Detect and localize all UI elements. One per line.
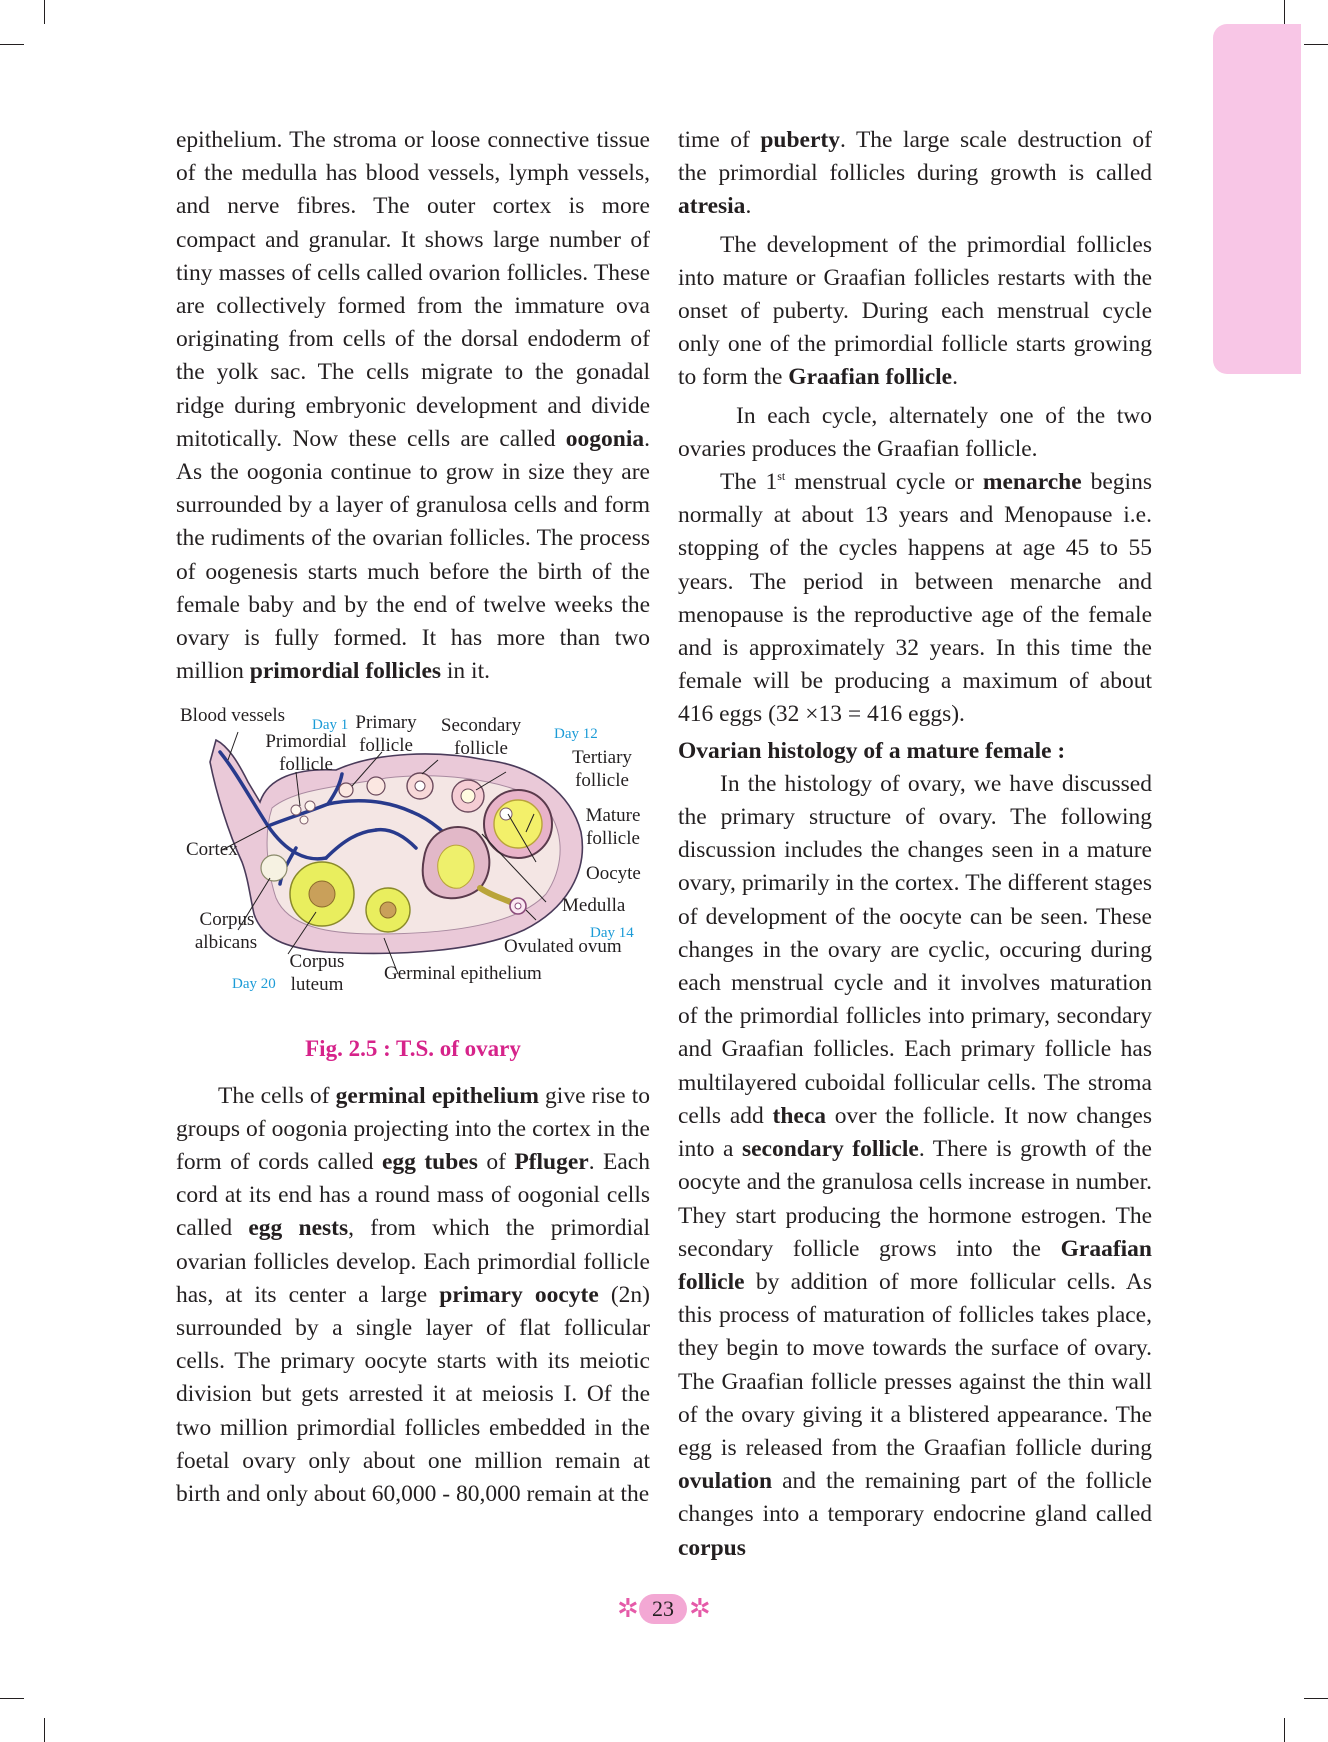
- label-day-12: Day 12: [554, 726, 598, 743]
- label-corpus-albicans-1: Corpus: [199, 909, 255, 931]
- label-blood-vessels: Blood vessels: [180, 705, 286, 727]
- right-paragraph-1: time of puberty. The large scale destruction of the primordial follicles during growth is called atresia.: [678, 127, 1152, 220]
- left-paragraph-1: epithelium. The stroma or loose connective tissue of the medulla has blood vessels, lymph vessels, and nerve fibres. The outer cortex is more compact and granular. It shows large number of tiny masses of cells called ovarion follicles. These are collectively formed from the immature ova originating from cells of the dorsal endoderm of the yolk sac. The cells migrate to the gonadal ridge during embryonic development and divide mitotically. Now these cells are called oogonia. As the oogonia continue to grow in size they are surrounded by a layer of granulosa cells and form the rudiments of the ovarian follicles. The process of oogenesis starts much before the birth of the female baby and by the end of twelve weeks the ovary is fully formed. It has more than two million primordial follicles in it.: [176, 127, 650, 685]
- right-paragraph-3: In each cycle, alternately one of the two ovaries produces the Graafian follicle.: [678, 402, 1152, 462]
- tertiary-follicle-oocyte: [461, 789, 475, 803]
- label-medulla: Medulla: [562, 895, 626, 917]
- crop-mark: [44, 0, 45, 24]
- label-cortex: Cortex: [186, 839, 238, 861]
- crop-mark: [0, 44, 24, 45]
- page-number-badge: [617, 1592, 709, 1628]
- label-tertiary: Tertiary: [572, 747, 632, 769]
- ovary-figure: [176, 702, 650, 1032]
- right-paragraph-2: The development of the primordial follicles into mature or Graafian follicles restarts with the onset of puberty. During each menstrual cycle only one of the primordial follicle starts growing to form the Graafian follicle.: [678, 231, 1152, 391]
- secondary-follicle-oocyte: [415, 781, 425, 791]
- corpus-albicans-drawing: [261, 855, 287, 881]
- chapter-tab: [1213, 24, 1301, 374]
- primary-follicle-drawing: [339, 783, 353, 797]
- label-mature: Mature: [585, 805, 641, 827]
- label-corpus-luteum-1: Corpus: [289, 951, 345, 973]
- label-corpus-luteum-2: luteum: [290, 974, 344, 996]
- corpus-luteum-core: [380, 902, 396, 918]
- right-paragraph-5: In the histology of ovary, we have discussed the primary structure of ovary. The following discussion includes the changes seen in a mature ovary, primarily in the cortex. The different stages of development of the oocyte can be seen. These changes in the ovary are cyclic, occuring during each menstrual cycle and it involves maturation of the primordial follicles into primary, secondary and Graafian follicles. Each primary follicle has multilayered cuboidal follicular cells. The stroma cells add theca over the follicle. It now changes into a secondary follicle. There is growth of the oocyte and the granulosa cells increase in number. They start producing the hormone estrogen. The secondary follicle grows into the Graafian follicle by addition of more follicular cells. As this process of maturation of follicles takes place, they begin to move towards the surface of ovary. The Graafian follicle presses against the thin wall of the ovary giving it a blistered appearance. The egg is released from the Graafian follicle during ovulation and the remaining part of the follicle changes into a temporary endocrine gland called corpus: [678, 770, 1152, 1561]
- right-column: [678, 124, 1152, 1565]
- crop-mark: [0, 1698, 24, 1699]
- label-day-1: Day 1: [312, 717, 349, 734]
- left-paragraph-2: The cells of germinal epithelium give rise to groups of oogonia projecting into the cortex in the form of cords called egg tubes of Pfluger. Each cord at its end has a round mass of oogonial cells called egg nests, from which the primordial ovarian follicles develop. Each primordial follicle has, at its center a large primary oocyte (2n) surrounded by a single layer of flat follicular cells. The primary oocyte starts with its meiotic division but gets arrested it at meiosis I. Of the two million primordial follicles embedded in the foetal ovary only about one million remain at birth and only about 60,000 - 80,000 remain at the: [176, 1082, 651, 1508]
- crop-mark: [1284, 1718, 1285, 1742]
- label-corpus-albicans-2: albicans: [194, 932, 258, 954]
- flower-ornament-icon: ✲: [617, 1594, 639, 1623]
- label-primordial: Primordial: [265, 731, 347, 753]
- crop-mark: [1284, 0, 1285, 24]
- label-tertiary-follicle: follicle: [575, 770, 629, 792]
- label-primary-follicle: follicle: [359, 735, 413, 757]
- label-mature-follicle: follicle: [586, 828, 640, 850]
- crop-mark: [44, 1718, 45, 1742]
- flower-ornament-icon: ✲: [689, 1594, 711, 1623]
- label-secondary-follicle: follicle: [454, 738, 508, 760]
- section-heading: Ovarian histology of a mature female :: [678, 737, 1066, 764]
- page-number: 23: [639, 1594, 687, 1624]
- figure-caption: Fig. 2.5 : T.S. of ovary: [305, 1036, 521, 1062]
- label-primary: Primary: [355, 712, 417, 734]
- primary-follicle-drawing: [367, 777, 385, 795]
- label-germinal-epithelium: Germinal epithelium: [384, 963, 542, 985]
- left-column: [176, 124, 650, 1511]
- right-paragraph-4: The 1st menstrual cycle or menarche begins normally at about 13 years and Menopause i.e. stopping of the cycles happens at age 45 to 55 years. The period in between menarche and menopause is the reproductive age of the female and is approximately 32 years. In this time the female will be producing a maximum of about 416 eggs (32 ×13 = 416 eggs).: [678, 469, 1152, 728]
- crop-mark: [1304, 1698, 1328, 1699]
- label-secondary: Secondary: [440, 715, 522, 737]
- ruptured-follicle-antrum: [438, 846, 474, 889]
- corpus-luteum-core: [309, 881, 335, 907]
- label-day-14: Day 14: [590, 925, 634, 942]
- label-primordial-follicle: follicle: [279, 754, 333, 776]
- crop-mark: [1304, 44, 1328, 45]
- label-ovulated-ovum: Ovulated ovum: [504, 936, 622, 958]
- ovulated-ovum-nucleus: [515, 903, 521, 909]
- label-oocyte: Oocyte: [586, 863, 641, 885]
- label-day-20: Day 20: [232, 976, 276, 993]
- mature-follicle-antrum: [494, 800, 542, 848]
